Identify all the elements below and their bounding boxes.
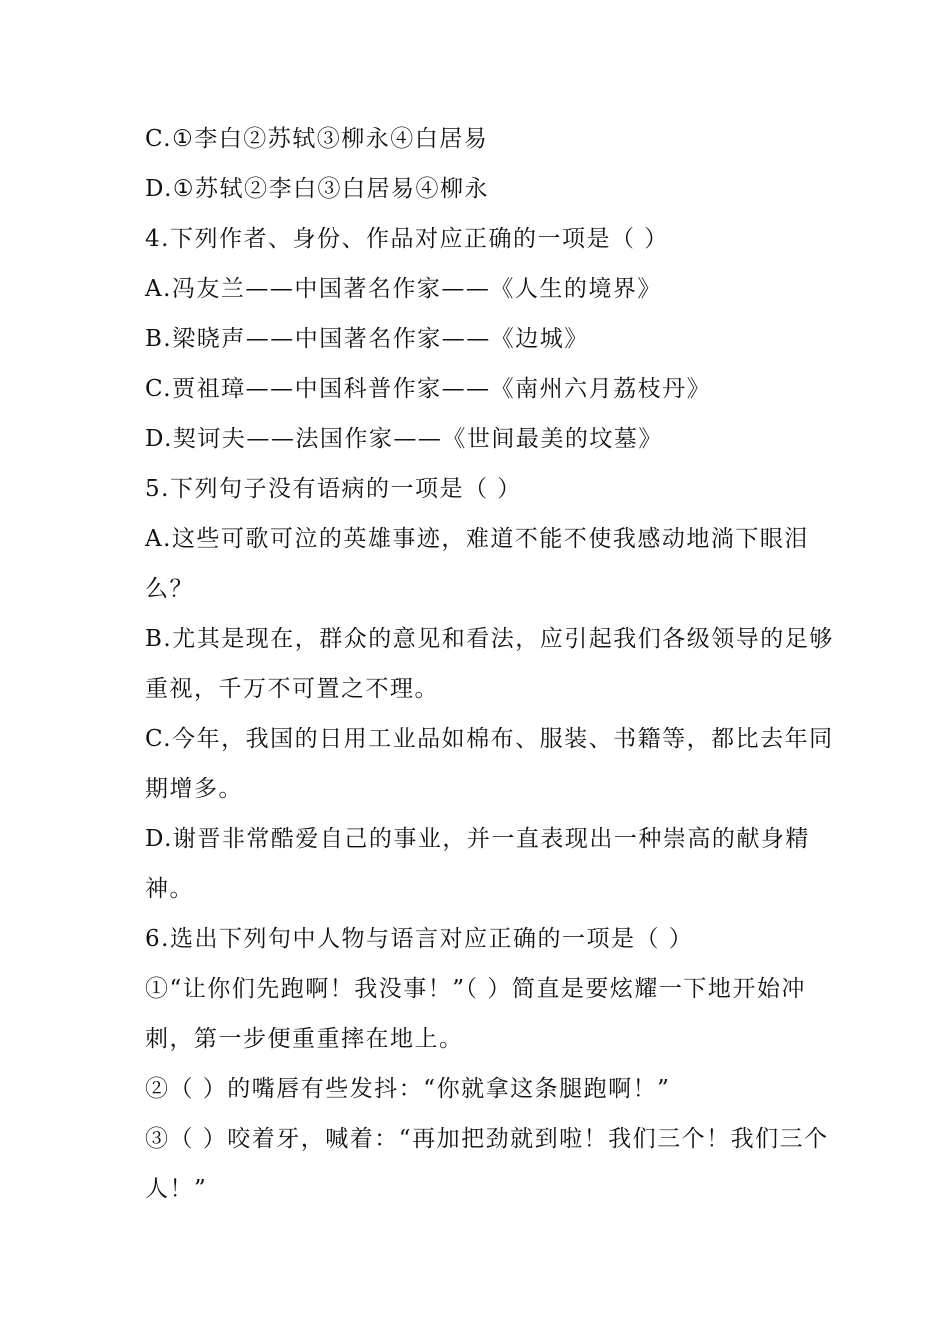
option-5a: A.这些可歌可泣的英雄事迹，难道不能不使我感动地淌下眼泪 [145,526,809,552]
sentence-6-1: ①“让你们先跑啊！我没事！”（ ）简直是要炫耀一下地开始冲 [145,976,806,1002]
option-3d: D.①苏轼②李白③白居易④柳永 [145,176,490,202]
option-5c-continued: 期增多。 [145,776,243,802]
option-4a: A.冯友兰——中国著名作家——《人生的境界》 [145,276,662,302]
option-5b: B.尤其是现在，群众的意见和看法，应引起我们各级领导的足够 [145,626,834,652]
sentence-6-3: ③（ ）咬着牙，喊着：“再加把劲就到啦！我们三个！我们三个 [145,1126,829,1152]
sentence-6-1-continued: 刺，第一步便重重摔在地上。 [145,1026,464,1052]
sentence-6-3-continued: 人！” [145,1176,208,1202]
option-3c: C.①李白②苏轼③柳永④白居易 [145,126,489,152]
sentence-6-2: ②（ ）的嘴唇有些发抖：“你就拿这条腿跑啊！” [145,1076,671,1102]
option-5c: C.今年，我国的日用工业品如棉布、服装、书籍等，都比去年同 [145,726,834,752]
question-6: 6.选出下列句中人物与语言对应正确的一项是（ ） [145,926,694,952]
question-5: 5.下列句子没有语病的一项是（ ） [145,476,522,502]
option-5d-continued: 神。 [145,876,194,902]
option-4c: C.贾祖璋——中国科普作家——《南州六月荔枝丹》 [145,376,712,402]
option-4d: D.契诃夫——法国作家——《世间最美的坟墓》 [145,426,663,452]
option-5d: D.谢晋非常酷爱自己的事业，并一直表现出一种崇高的献身精 [145,826,810,852]
document-body [145,114,834,1214]
question-4: 4.下列作者、身份、作品对应正确的一项是（ ） [145,226,669,252]
option-4b: B.梁晓声——中国著名作家——《边城》 [145,326,589,352]
option-5a-continued: 么？ [145,576,194,602]
option-5b-continued: 重视，千万不可置之不理。 [145,676,439,702]
